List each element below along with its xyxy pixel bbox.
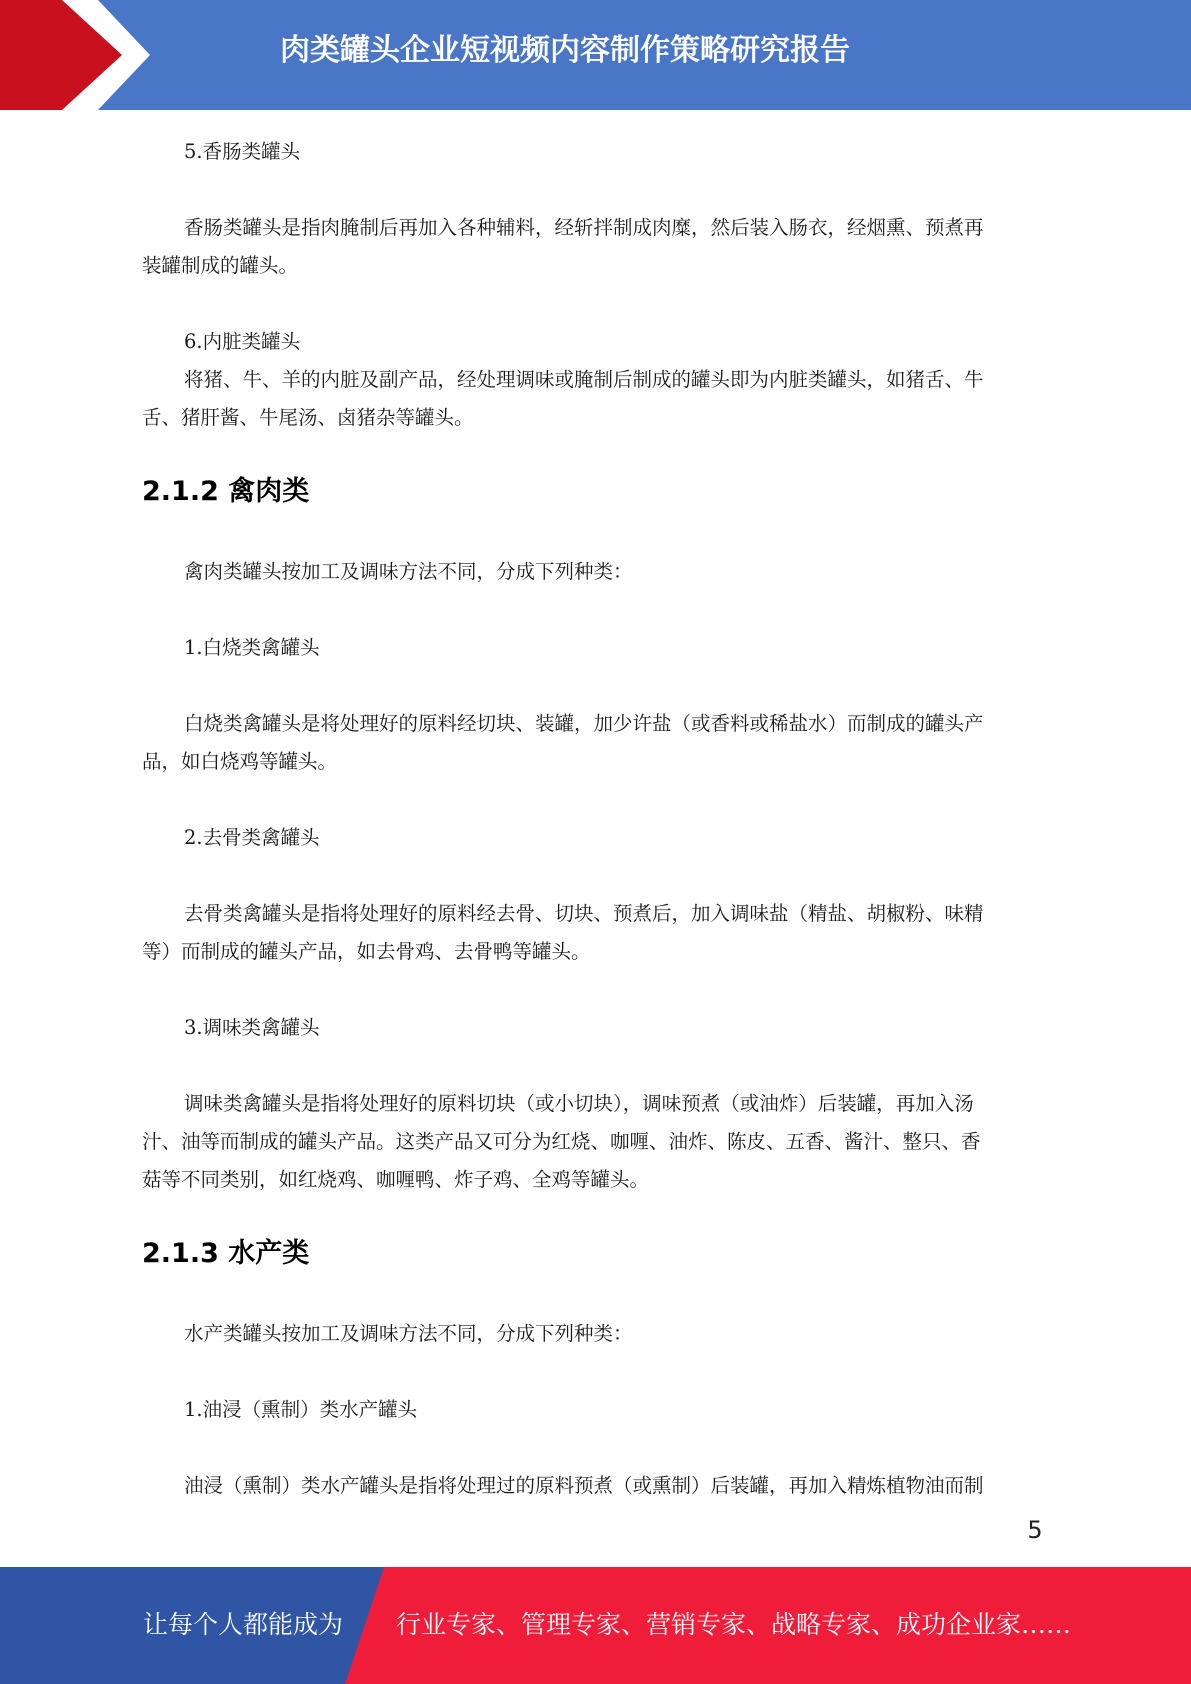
section-title-deboned: 2.去骨类禽罐头 — [184, 826, 320, 849]
paragraph-line: 白烧类禽罐头是将处理好的原料经切块、装罐，加少许盐（或香料或稀盐水）而制成的罐头产 — [184, 712, 984, 735]
paragraph-line: 禽肉类罐头按加工及调味方法不同，分成下列种类： — [184, 560, 633, 583]
paragraph-line: 将猪、牛、羊的内脏及副产品，经处理调味或腌制后制成的罐头即为内脏类罐头，如猪舌、牛 — [184, 368, 984, 391]
paragraph-line: 去骨类禽罐头是指将处理好的原料经去骨、切块、预煮后，加入调味盐（精盐、胡椒粉、味精 — [184, 902, 984, 925]
section-title-white-cooked: 1.白烧类禽罐头 — [184, 636, 320, 659]
paragraph-line: 调味类禽罐头是指将处理好的原料切块（或小切块），调味预煮（或油炸）后装罐，再加入汤 — [184, 1092, 974, 1115]
paragraph-line: 油浸（熏制）类水产罐头是指将处理过的原料预煮（或熏制）后装罐，再加入精炼植物油而制 — [184, 1474, 984, 1497]
section-title-oil-soaked: 1.油浸（熏制）类水产罐头 — [184, 1398, 418, 1421]
page-number: 5 — [1027, 1516, 1043, 1544]
paragraph-line: 水产类罐头按加工及调味方法不同，分成下列种类： — [184, 1322, 633, 1345]
paragraph-line: 品，如白烧鸡等罐头。 — [142, 750, 338, 773]
report-title: 肉类罐头企业短视频内容制作策略研究报告 — [280, 33, 850, 68]
heading-poultry: 2.1.2 禽肉类 — [142, 476, 310, 507]
paragraph-line: 舌、猪肝酱、牛尾汤、卤猪杂等罐头。 — [142, 406, 474, 429]
paragraph-line: 等）而制成的罐头产品，如去骨鸡、去骨鸭等罐头。 — [142, 940, 591, 963]
footer-slogan-right: 行业专家、管理专家、营销专家、战略专家、成功企业家…… — [396, 1610, 1072, 1639]
page-footer — [0, 1567, 1191, 1684]
section-title-sausage: 5.香肠类罐头 — [184, 140, 301, 163]
footer-slogan-left: 让每个人都能成为 — [143, 1610, 344, 1639]
paragraph-line: 菇等不同类别，如红烧鸡、咖喱鸭、炸子鸡、全鸡等罐头。 — [142, 1168, 650, 1191]
section-title-offal: 6.内脏类罐头 — [184, 330, 301, 353]
paragraph-line: 汁、油等而制成的罐头产品。这类产品又可分为红烧、咖喱、油炸、陈皮、五香、酱汁、整只、香 — [142, 1130, 981, 1153]
section-title-seasoned: 3.调味类禽罐头 — [184, 1016, 320, 1039]
page-header — [0, 0, 1191, 110]
paragraph-line: 装罐制成的罐头。 — [142, 254, 299, 277]
paragraph-line: 香肠类罐头是指肉腌制后再加入各种辅料，经斩拌制成肉糜，然后装入肠衣，经烟熏、预煮再 — [184, 216, 984, 239]
heading-aquatic: 2.1.3 水产类 — [142, 1238, 310, 1269]
